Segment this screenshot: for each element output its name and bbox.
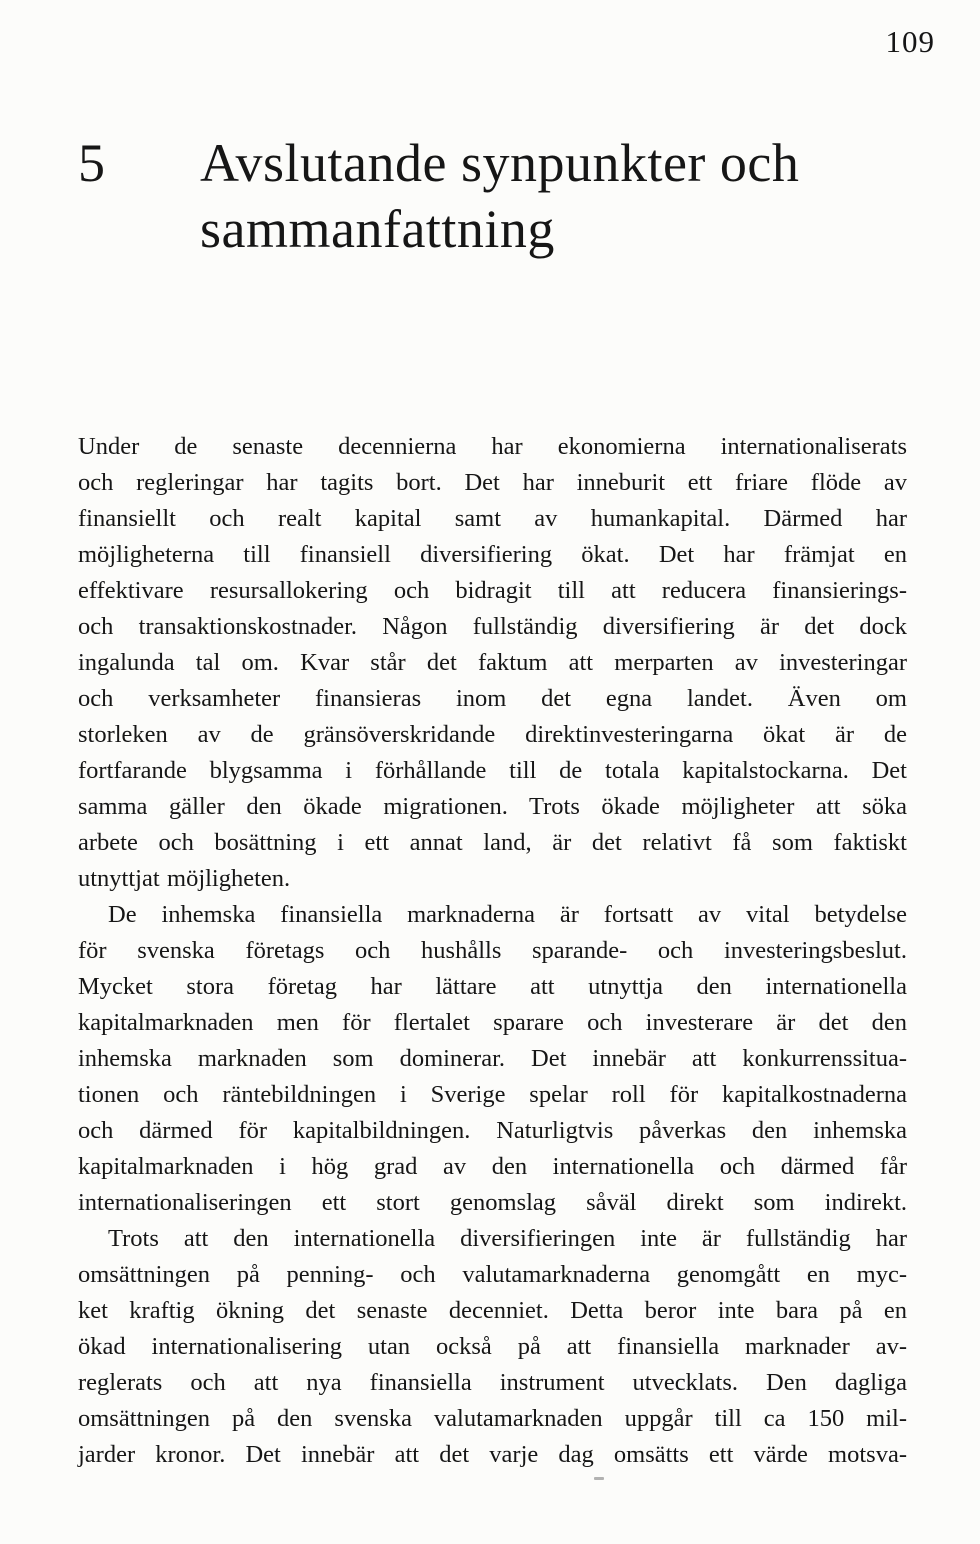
- body-line: omsättningen på penning- och valutamarknaderna genomgått en myc-: [78, 1261, 907, 1288]
- body-line: Mycket stora företag har lättare att utnyttja den internationella: [78, 973, 907, 1000]
- body-line: inhemska marknaden som dominerar. Det innebär att konkurrenssitua-: [78, 1045, 907, 1072]
- body-line: Trots att den internationella diversifieringen inte är fullständig har: [108, 1225, 907, 1252]
- chapter-title-line: sammanfattning: [200, 199, 555, 259]
- body-line: finansiellt och realt kapital samt av humankapital. Därmed har: [78, 505, 907, 532]
- body-line: för svenska företags och hushålls sparande- och investeringsbeslut.: [78, 937, 907, 964]
- body-line: och regleringar har tagits bort. Det har inneburit ett friare flöde av: [78, 469, 907, 496]
- body-line: ket kraftig ökning det senaste decenniet. Detta beror inte bara på en: [78, 1297, 907, 1324]
- body-line: tionen och räntebildningen i Sverige spelar roll för kapitalkostnaderna: [78, 1081, 907, 1108]
- chapter-title-line: Avslutande synpunkter och: [200, 133, 800, 193]
- body-line: Under de senaste decennierna har ekonomierna internationaliserats: [78, 433, 907, 460]
- body-line: ingalunda tal om. Kvar står det faktum att merparten av investeringar: [78, 649, 907, 676]
- chapter-title: [200, 130, 799, 262]
- page-number: 109: [885, 24, 935, 59]
- body-line: kapitalmarknaden i hög grad av den internationella och därmed får: [78, 1153, 907, 1180]
- body-line: ökad internationalisering utan också på att finansiella marknader av-: [78, 1333, 907, 1360]
- body-line: och därmed för kapitalbildningen. Naturligtvis påverkas den inhemska: [78, 1117, 907, 1144]
- chapter-heading: [78, 130, 799, 262]
- body-line: arbete och bosättning i ett annat land, är det relativt få som faktiskt: [78, 829, 907, 856]
- body-line: utnyttjat möjligheten.: [78, 865, 291, 892]
- body-line: storleken av de gränsöverskridande direktinvesteringarna ökat är de: [78, 721, 907, 748]
- body-line: jarder kronor. Det innebär att det varje dag omsätts ett värde motsva-: [78, 1441, 907, 1468]
- body-line: De inhemska finansiella marknaderna är fortsatt av vital betydelse: [108, 901, 907, 928]
- body-line: effektivare resursallokering och bidragit till att reducera finansierings-: [78, 577, 907, 604]
- body-line: kapitalmarknaden men för flertalet sparare och investerare är det den: [78, 1009, 907, 1036]
- body-line: omsättningen på den svenska valutamarknaden uppgår till ca 150 mil-: [78, 1405, 907, 1432]
- body-line: internationaliseringen ett stort genomslag såväl direkt som indirekt.: [78, 1189, 907, 1216]
- body-line: och verksamheter finansieras inom det egna landet. Även om: [78, 685, 907, 712]
- body-line: samma gäller den ökade migrationen. Trots ökade möjligheter att söka: [78, 793, 907, 820]
- body-line: reglerats och att nya finansiella instrument utvecklats. Den dagliga: [78, 1369, 907, 1396]
- scan-artifact-dash: [594, 1477, 604, 1480]
- chapter-number: 5: [78, 133, 105, 193]
- body-line: fortfarande blygsamma i förhållande till de totala kapitalstockarna. Det: [78, 757, 907, 784]
- body-line: möjligheterna till finansiell diversifiering ökat. Det har främjat en: [78, 541, 907, 568]
- body-text: [78, 429, 907, 1473]
- body-line: och transaktionskostnader. Någon fullständig diversifiering är det dock: [78, 613, 907, 640]
